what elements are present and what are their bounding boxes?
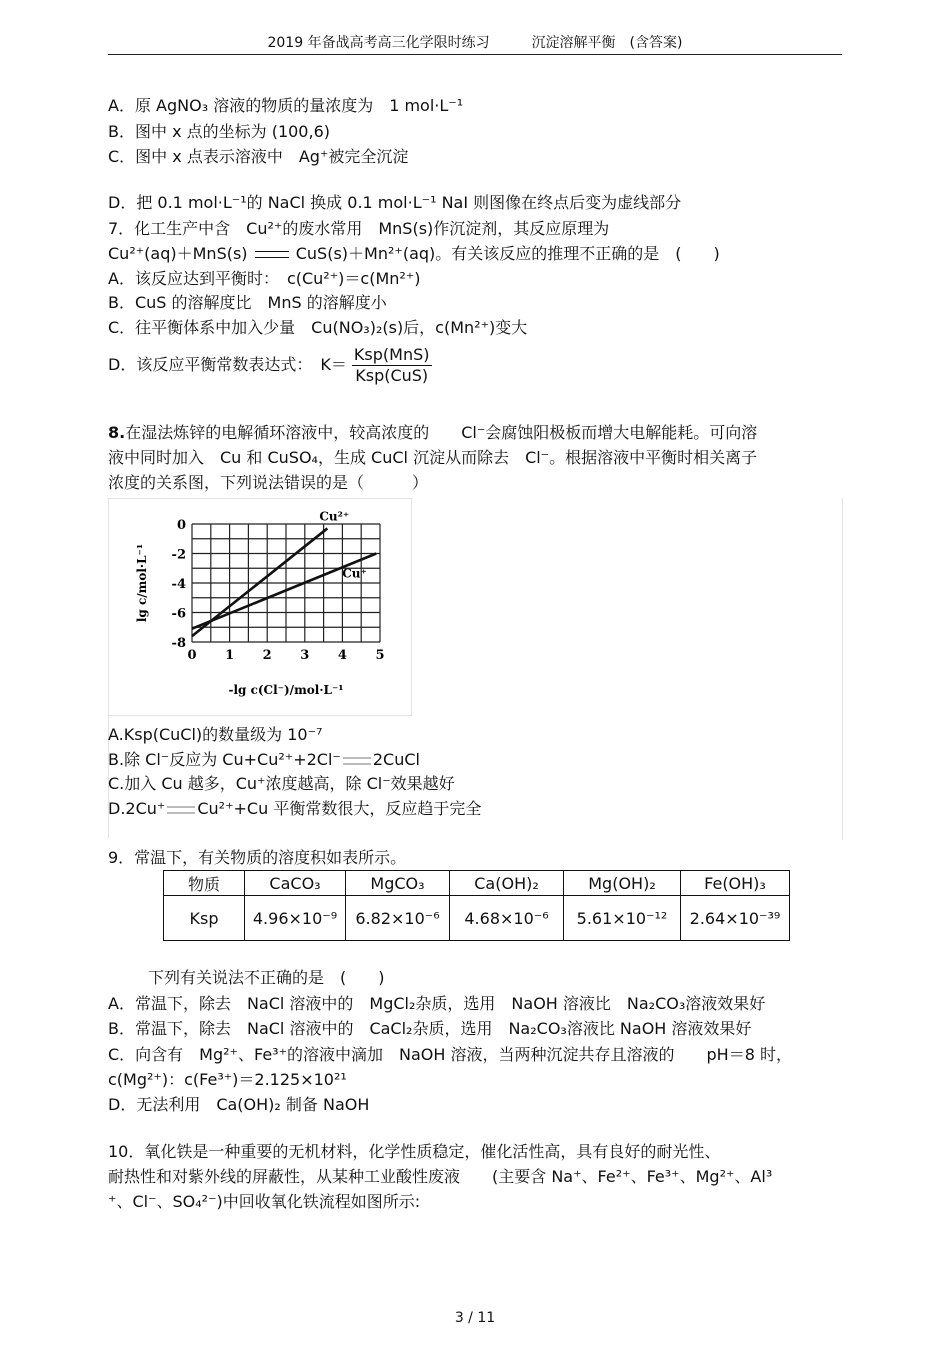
table-cell: 4.96×10⁻⁹: [245, 896, 346, 941]
series-label: Cu²⁺: [319, 509, 350, 524]
table-header-cell: CaCO₃: [245, 871, 346, 896]
q9-option-d: D．无法利用 Ca(OH)₂ 制备 NaOH: [108, 1095, 370, 1114]
q8-text-1: 在湿法炼锌的电解循环溶液中，较高浓度的 Cl⁻会腐蚀阳极板而增大电解能耗。可向溶: [125, 423, 758, 442]
ion-concentration-chart: [108, 498, 412, 716]
q8-option-d-right: Cu²⁺+Cu 平衡常数很大，反应趋于完全: [197, 799, 482, 818]
table-header-cell: Mg(OH)₂: [564, 871, 681, 896]
table-header-cell: Ca(OH)₂: [450, 871, 564, 896]
q6-option-b: B．图中 x 点的坐标为 (100,6): [108, 122, 330, 141]
q6-option-d: D．把 0.1 mol·L⁻¹的 NaCl 换成 0.1 mol·L⁻¹ NaI 则图像在终点后变为虚线部分: [108, 193, 682, 212]
table-cell: 2.64×10⁻³⁹: [681, 896, 790, 941]
q8-option-b: [108, 750, 420, 770]
q8-line-2: 液中同时加入 Cu 和 CuSO₄，生成 CuCl 沉淀从而除去 Cl⁻。根据溶液中平衡时相关离子: [108, 448, 758, 467]
ksp-fraction: [352, 345, 432, 386]
q6-option-a: A．原 AgNO₃ 溶液的物质的量浓度为 1 mol·L⁻¹: [108, 96, 464, 115]
q9-option-b: B．常温下，除去 NaCl 溶液中的 CaCl₂杂质，选用 Na₂CO₃溶液比 NaOH 溶液效果好: [108, 1019, 752, 1038]
q9-question: 下列有关说法不正确的是 ( ): [148, 968, 385, 987]
equals-bar-icon: [167, 806, 195, 814]
x-tick-label: 5: [375, 648, 385, 663]
fraction-denominator: Ksp(CuS): [355, 366, 429, 385]
q8-frame-right: [842, 498, 843, 840]
q8-option-b-right: 2CuCl: [372, 750, 420, 769]
series-label: Cu⁺: [342, 566, 367, 581]
equals-bar-icon: [343, 757, 371, 765]
table-cell: 5.61×10⁻¹²: [564, 896, 681, 941]
ksp-table: [163, 870, 790, 941]
q8-option-c: C.加入 Cu 越多，Cu⁺浓度越高，除 Cl⁻效果越好: [108, 774, 455, 793]
q10-line-2: 耐热性和对紫外线的屏蔽性，从某种工业酸性废液 (主要含 Na⁺、Fe²⁺、Fe³⁺、Mg²⁺、Al³: [108, 1167, 773, 1186]
y-tick-label: -6: [171, 606, 186, 622]
page-header: 2019 年备战高考高三化学限时练习 沉淀溶解平衡 (含答案): [267, 35, 683, 51]
y-tick-label: 0: [176, 518, 186, 533]
table-header-cell: Fe(OH)₃: [681, 871, 790, 896]
q8-option-d: [108, 799, 481, 819]
y-tick-label: -4: [171, 577, 186, 592]
table-header-cell: MgCO₃: [346, 871, 450, 896]
q7-option-a: A．该反应达到平衡时： c(Cu²⁺)＝c(Mn²⁺): [108, 269, 421, 288]
table-row-label: Ksp: [164, 896, 245, 941]
y-axis-label: lg c/mol·L⁻¹: [135, 543, 149, 623]
table-cell: 6.82×10⁻⁶: [346, 896, 450, 941]
x-tick-label: 2: [262, 648, 272, 663]
x-tick-label: 3: [300, 648, 310, 663]
q9-option-c-line-1: C．向含有 Mg²⁺、Fe³⁺的溶液中滴加 NaOH 溶液，当两种沉淀共存且溶液的 pH＝8 时，: [108, 1045, 792, 1064]
x-axis-label: -lg c(Cl⁻)/mol·L⁻¹: [228, 683, 344, 697]
table-header-cell: 物质: [164, 871, 245, 896]
q8-option-a: A.Ksp(CuCl)的数量级为 10⁻⁷: [108, 725, 323, 744]
q9-option-a: A．常温下，除去 NaCl 溶液中的 MgCl₂杂质，选用 NaOH 溶液比 Na₂CO₃溶液效果好: [108, 994, 766, 1013]
q7-option-d-prefix: D．该反应平衡常数表达式： K＝: [108, 355, 347, 374]
q8-option-b-left: B.除 Cl⁻反应为 Cu+Cu²⁺+2Cl⁻: [108, 750, 341, 769]
q8-line-1: [108, 423, 757, 443]
table-row: [164, 896, 790, 941]
y-tick-label: -8: [171, 636, 186, 651]
x-tick-label: 4: [337, 648, 347, 663]
q10-line-3: ⁺、Cl⁻、SO₄²⁻)中回收氧化铁流程如图所示:: [108, 1192, 421, 1211]
header-rule: [108, 54, 842, 55]
page-number: 3 / 11: [454, 1310, 496, 1326]
q8-option-d-left: D.2Cu⁺: [108, 799, 166, 818]
x-tick-label: 0: [187, 648, 197, 663]
q7-option-c: C．往平衡体系中加入少量 Cu(NO₃)₂(s)后，c(Mn²⁺)变大: [108, 318, 528, 337]
equilibrium-arrow-icon: [255, 251, 289, 258]
q7-equation-right: CuS(s)＋Mn²⁺(aq)。有关该反应的推理不正确的是 ( ): [295, 244, 720, 263]
q8-number: 8.: [108, 423, 126, 442]
q10-line-1: 10．氧化铁是一种重要的无机材料，化学性质稳定，催化活性高，具有良好的耐光性、: [108, 1142, 721, 1161]
q7-option-b: B．CuS 的溶解度比 MnS 的溶解度小: [108, 293, 387, 312]
fraction-numerator: Ksp(MnS): [353, 345, 430, 364]
q7-equation: [108, 244, 720, 264]
q9-option-c-line-2: c(Mg²⁺)：c(Fe³⁺)＝2.125×10²¹: [108, 1070, 347, 1089]
q7-stem: 7．化工生产中含 Cu²⁺的废水常用 MnS(s)作沉淀剂，其反应原理为: [108, 219, 610, 238]
q6-option-c: C．图中 x 点表示溶液中 Ag⁺被完全沉淀: [108, 147, 409, 166]
table-header-row: [164, 871, 790, 896]
q7-option-d: [108, 345, 432, 386]
q8-line-3: 浓度的关系图，下列说法错误的是（ ）: [108, 473, 429, 492]
q9-stem: 9．常温下，有关物质的溶度积如表所示。: [108, 848, 407, 867]
y-tick-label: -2: [171, 547, 186, 563]
table-cell: 4.68×10⁻⁶: [450, 896, 564, 941]
q7-equation-left: Cu²⁺(aq)＋MnS(s): [108, 244, 248, 263]
x-tick-label: 1: [225, 648, 235, 663]
